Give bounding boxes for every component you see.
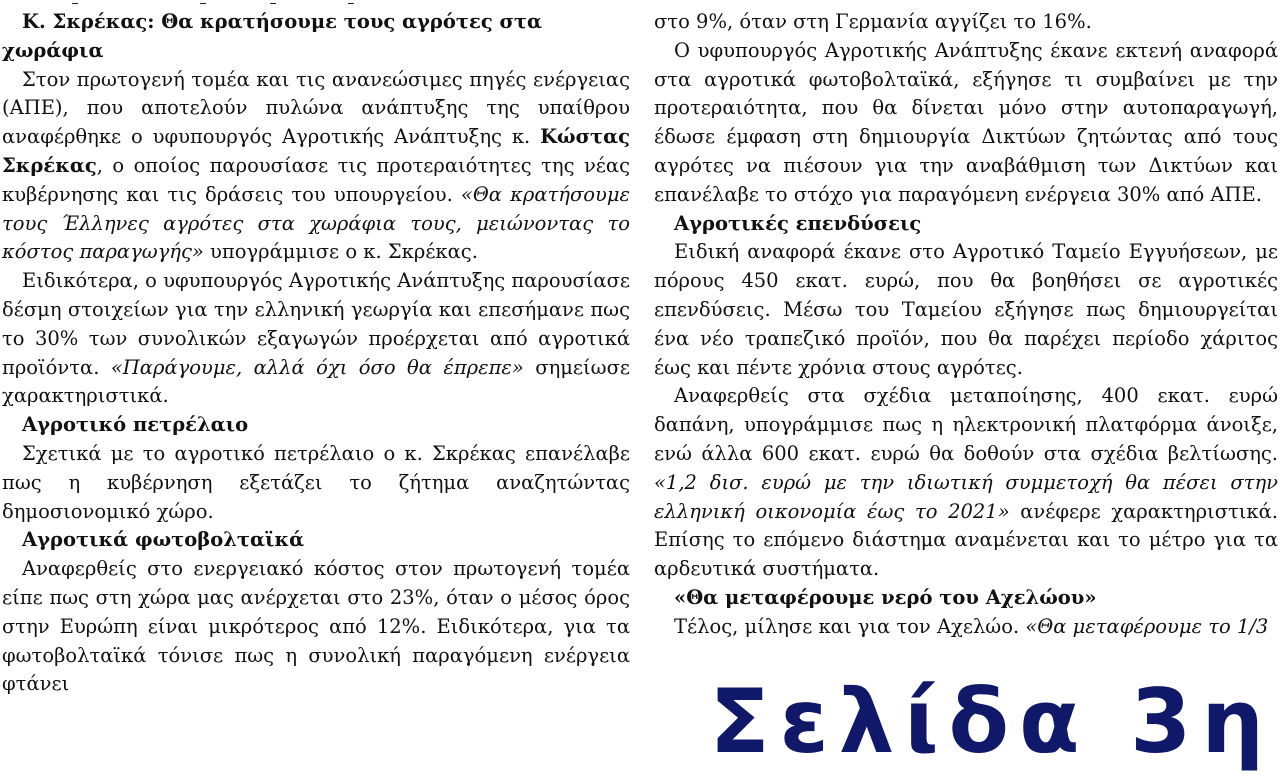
top-rule-mark [200,3,206,4]
processing-quote: «1,2 δισ. ευρώ με την ιδιωτική συμμετοχή θα πέσει στην ελληνική οικονομία έως το 2021» [654,470,1278,523]
intro-text-b: , ο οποίος παρουσίασε τις προτεραιότητες της νέας κυβέρνησης και τις δράσεις του υπουργείου. [2,153,630,206]
exports-text-b: σημείωσε χαρακτηριστικά. [2,355,630,408]
top-rule-mark [72,3,78,4]
subheading-investments: Αγροτικές επενδύσεις [674,211,922,235]
processing-text-a: Αναφερθείς στα σχέδια μεταποίησης, 400 εκατ. ευρώ δαπάνη, υπογράμμισε πως η ηλεκτρονική πλατφόρμα άνοιξε, ενώ άλλα 600 εκατ. ευρώ θα δοθούν στα σχέδια βελτίωσης. [654,384,1278,465]
intro-text-c: υπογράμμισε ο κ. Σκρέκας. [203,240,478,264]
minister-name: Κώστας Σκρέκας [2,125,630,177]
exports-text-a: Ειδικότερα, ο υφυπουργός Αγροτικής Ανάπτυξης παρουσίασε δέσμη στοιχείων για την ελληνική γεωργία και επεσήμανε πως το 30% των συνολικών εξαγωγών προέρχεται από αγροτικά προϊόντα. [2,269,630,379]
article-paragraph-exports [2,267,630,411]
acheloos-text: Τέλος, μίλησε και για τον Αχελώο. [674,614,1026,638]
article-paragraph-acheloos [654,613,1278,642]
article-paragraph-guarantee-fund: Ειδική αναφορά έκανε στο Αγροτικό Ταμείο Εγγυήσεων, με πόρους 450 εκατ. ευρώ, που θα βοηθήσει σε αγροτικές επενδύσεις. Μέσω του Ταμείου εξήγησε πως δημιουργείται ένα νέο τραπεζικό προϊόν, που θα παρέχει περίοδο χάριτος έως και πέντε χρόνια στους αγρότες. [654,240,1278,379]
top-rule-mark [270,3,276,4]
article-left-column [2,8,630,699]
subheading-photovoltaics: Αγροτικά φωτοβολταϊκά [22,528,305,552]
top-rule-mark [348,3,354,4]
article-paragraph-energy-cost: Αναφερθείς στο ενεργειακό κόστος στον πρωτογενή τομέα είπε πως στη χώρα μας ανέρχεται στο 23%, όταν ο μέσος όρος στην Ευρώπη είναι μικρότερος από 12%. Ειδικότερα, για τα φωτοβολταϊκά τόνισε πως η συνολική παραγόμενη ενέργεια φτάνει [2,557,630,696]
exports-quote: «Παράγουμε, αλλά όχι όσο θα έπρεπε» [110,355,524,379]
subheading-acheloos: «Θα μεταφέρουμε νερό του Αχελώου» [674,585,1097,609]
intro-text-a: Στον πρωτογενή τομέα και τις ανανεώσιμες πηγές ενέργειας (ΑΠΕ), που αποτελούν πυλώνα ανάπτυξης της υπαίθρου αναφέρθηκε ο υφυπουργός Αγροτικής Ανάπτυξης κ. [2,67,630,149]
processing-text-b: ανέφερε χαρακτηριστικά. Επίσης το επόμενο διάστημα αναμένεται και το μέτρο για τα αρδευτικά συστήματα. [654,499,1278,581]
page-number-label: Σελίδα 3η [709,670,1274,773]
article-paragraph-intro [2,66,630,268]
intro-quote: «Θα κρατήσουμε τους Έλληνες αγρότες στα χωράφια τους, μειώνοντας το κόστος παραγωγής» [2,182,630,264]
top-rule [0,0,640,8]
acheloos-quote: «Θα μεταφέρουμε το 1/3 [1025,614,1269,638]
article-right-column [654,8,1278,642]
article-paragraph-processing [654,382,1278,584]
article-paragraph-oil: Σχετικά με το αγροτικό πετρέλαιο ο κ. Σκρέκας επανέλαβε πως η κυβέρνηση εξετάζει το ζήτημα αναζητώντας δημοσιονομικό χώρο. [2,441,630,523]
article-paragraph-continued: στο 9%, όταν στη Γερμανία αγγίζει το 16%. [654,10,1092,33]
article-paragraph-photovoltaics: Ο υφυπουργός Αγροτικής Ανάπτυξης έκανε εκτενή αναφορά στα αγροτικά φωτοβολταϊκά, εξήγησε τι συμβαίνει με την προτεραιότητα, που θα δίνεται μόνο στην αυτοπαραγωγή, έδωσε έμφαση στη δημιουργία Δικτύων ζητώντας από τους αγρότες να πιέσουν για την αναβάθμιση των Δικτύων και επανέλαβε το στόχο για παραγόμενη ενέργεια 30% από ΑΠΕ. [654,38,1278,206]
article-title: Κ. Σκρέκας: Θα κρατήσουμε τους αγρότες στα χωράφια [2,10,543,62]
subheading-agricultural-oil: Αγροτικό πετρέλαιο [22,413,249,437]
